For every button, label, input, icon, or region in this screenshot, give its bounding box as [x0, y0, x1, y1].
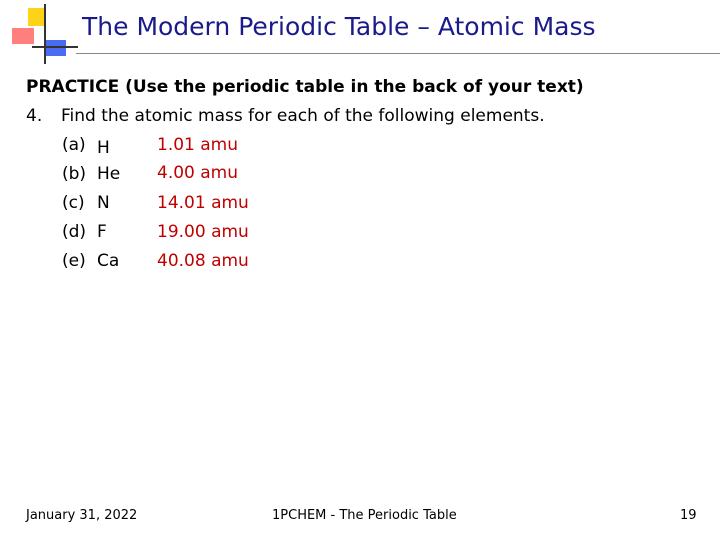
- footer-title: 1PCHEM - The Periodic Table: [272, 508, 457, 523]
- logo-vertical-line: [44, 4, 46, 64]
- item-label: (d): [62, 222, 87, 242]
- item-answer: 40.08 amu: [157, 251, 249, 271]
- question-text: Find the atomic mass for each of the following elements.: [61, 106, 545, 126]
- practice-heading: PRACTICE (Use the periodic table in the back of your text): [26, 77, 584, 97]
- blue-square-icon: [44, 40, 66, 56]
- item-label: (c): [62, 193, 85, 213]
- slide-title: The Modern Periodic Table – Atomic Mass: [82, 12, 596, 41]
- item-element: He: [97, 164, 121, 184]
- title-divider: [76, 53, 720, 54]
- item-label: (e): [62, 251, 86, 271]
- item-answer: 4.00 amu: [157, 163, 239, 183]
- item-element: H: [97, 138, 110, 158]
- footer-date: January 31, 2022: [26, 508, 138, 523]
- item-element: N: [97, 193, 110, 213]
- item-answer: 1.01 amu: [157, 135, 239, 155]
- page-number: 19: [680, 508, 697, 523]
- logo-horizontal-line: [32, 46, 78, 48]
- item-answer: 19.00 amu: [157, 222, 249, 242]
- question-number: 4.: [26, 106, 43, 126]
- item-label: (b): [62, 164, 87, 184]
- item-element: F: [97, 222, 107, 242]
- item-element: Ca: [97, 251, 120, 271]
- pink-square-icon: [12, 28, 34, 44]
- slide-logo-icon: [0, 0, 80, 64]
- question: [26, 106, 545, 126]
- item-label: (a): [62, 135, 86, 155]
- item-answer: 14.01 amu: [157, 193, 249, 213]
